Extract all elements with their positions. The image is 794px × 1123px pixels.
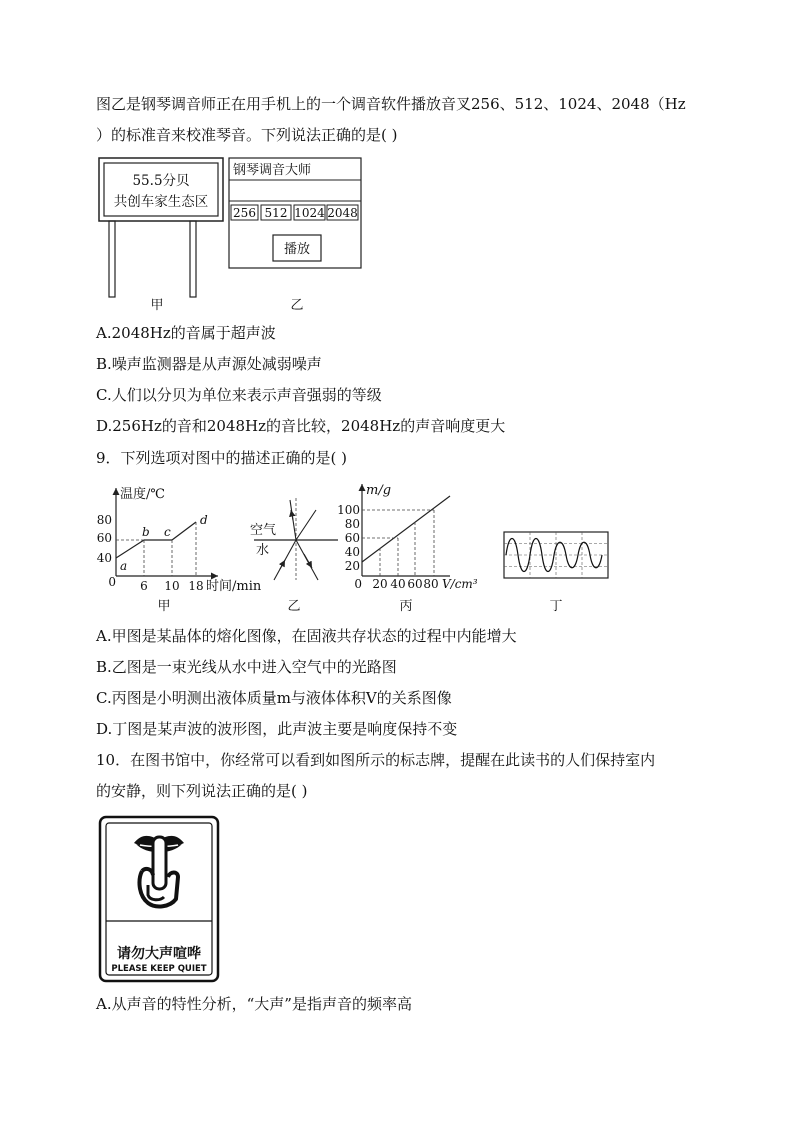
- bing-xtick-40: 40: [390, 577, 406, 591]
- app-title: 钢琴调音大师: [233, 163, 312, 178]
- melting-graph: [97, 486, 262, 614]
- bing-xlabel: V/cm³: [442, 577, 478, 591]
- tuning-app-screen: [229, 158, 361, 313]
- freq-button-512: 512: [264, 206, 288, 220]
- freq-button-1024: 1024: [294, 206, 325, 220]
- bing-origin: 0: [354, 577, 362, 591]
- yi-water-label: 水: [256, 543, 270, 558]
- noise-monitor-sign: [99, 158, 223, 313]
- jia-point-a: a: [120, 559, 128, 573]
- sign-chinese-text: 请勿大声喧哗: [117, 946, 201, 962]
- q9-stem: 9．下列选项对图中的描述正确的是( ): [96, 449, 348, 467]
- q9-caption-ding: 丁: [549, 599, 563, 614]
- bing-xtick-20: 20: [372, 577, 388, 591]
- bing-ytick-80: 80: [344, 517, 360, 531]
- q8-option-d: D.256Hz的音和2048Hz的音比较，2048Hz的声音响度更大: [96, 417, 506, 435]
- q9-caption-jia: 甲: [157, 599, 171, 614]
- sign-english-text: PLEASE KEEP QUIET: [111, 964, 207, 974]
- sign-slogan-text: 共创车家生态区: [113, 194, 209, 210]
- q8-option-c: C.人们以分贝为单位来表示声音强弱的等级: [96, 386, 382, 404]
- q9-option-b: B.乙图是一束光线从水中进入空气中的光路图: [96, 658, 397, 676]
- q9-caption-yi: 乙: [287, 599, 301, 614]
- sign-decibel-text: 55.5分贝: [132, 173, 190, 189]
- jia-xtick-18: 18: [188, 579, 204, 593]
- q8-stem-line1: 图乙是钢琴调音师正在用手机上的一个调音软件播放音叉256、512、1024、2048（Hz: [96, 95, 686, 113]
- yi-air-label: 空气: [250, 523, 277, 538]
- q9-figures: [90, 476, 620, 616]
- jia-point-c: c: [164, 525, 171, 539]
- jia-xtick-10: 10: [164, 579, 180, 593]
- quiet-sign: [98, 815, 222, 985]
- refraction-diagram: [250, 498, 338, 614]
- jia-xtick-6: 6: [140, 579, 148, 593]
- q8-option-b: B.噪声监测器是从声源处减弱噪声: [96, 355, 322, 373]
- jia-point-b: b: [142, 525, 150, 539]
- bing-ytick-40: 40: [344, 545, 360, 559]
- q8-option-a: A.2048Hz的音属于超声波: [96, 324, 276, 342]
- jia-xlabel: 时间/min: [206, 579, 262, 594]
- q9-caption-bing: 丙: [399, 599, 413, 614]
- jia-ytick-80: 80: [96, 513, 112, 527]
- bing-ytick-60: 60: [344, 531, 360, 545]
- sound-waveform: [504, 532, 608, 614]
- bing-ylabel: m/g: [366, 483, 392, 498]
- jia-point-d: d: [200, 513, 208, 527]
- jia-ytick-40: 40: [96, 551, 112, 565]
- q10-stem-line2: 的安静，则下列说法正确的是( ): [96, 782, 308, 800]
- mass-volume-graph: [337, 483, 478, 614]
- bing-ytick-100: 100: [337, 503, 360, 517]
- q10-option-a: A.从声音的特性分析，“大声”是指声音的频率高: [96, 995, 412, 1013]
- q8-figures: [90, 155, 380, 315]
- jia-ytick-60: 60: [96, 531, 112, 545]
- jia-ylabel: 温度/℃: [120, 487, 165, 502]
- q9-option-a: A.甲图是某晶体的熔化图像，在固液共存状态的过程中内能增大: [96, 627, 517, 645]
- play-button: 播放: [283, 242, 311, 257]
- bing-ytick-20: 20: [344, 559, 360, 573]
- q10-stem-line1: 10．在图书馆中，你经常可以看到如图所示的标志牌，提醒在此读书的人们保持室内: [96, 751, 656, 769]
- bing-xtick-80: 80: [423, 577, 439, 591]
- q9-option-c: C.丙图是小明测出液体质量m与液体体积V的关系图像: [96, 689, 452, 707]
- q9-option-d: D.丁图是某声波的波形图，此声波主要是响度保持不变: [96, 720, 458, 738]
- bing-xtick-60: 60: [407, 577, 423, 591]
- freq-button-256: 256: [233, 206, 256, 220]
- q8-caption-jia: 甲: [150, 298, 164, 313]
- q8-stem-line2: ）的标准音来校准琴音。下列说法正确的是( ): [96, 126, 398, 144]
- q8-caption-yi: 乙: [290, 298, 304, 313]
- jia-origin: 0: [108, 575, 116, 589]
- freq-button-2048: 2048: [327, 206, 358, 220]
